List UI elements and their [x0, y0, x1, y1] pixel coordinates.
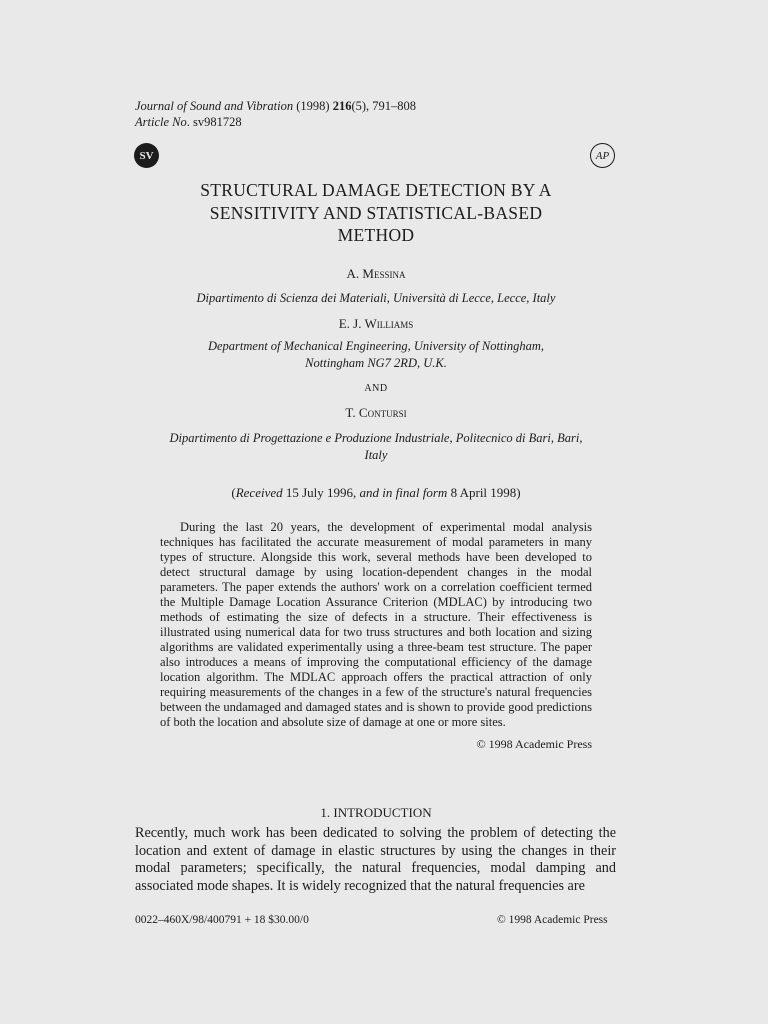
and-separator: AND [364, 383, 388, 394]
final-form-phrase: and in final form [359, 485, 448, 500]
paper-title [120, 179, 632, 247]
journal-issue-pages: (5), 791–808 [351, 99, 417, 113]
abstract-copyright: © 1998 Academic Press [476, 737, 592, 751]
author-affiliation: Nottingham NG7 2RD, U.K. [305, 356, 447, 370]
received-dates [120, 485, 632, 501]
footer-code: 0022–460X/98/400791 + 18 $30.00/0 [135, 914, 309, 926]
journal-year: (1998) [296, 99, 330, 113]
author-name: A. Messina [346, 266, 406, 281]
title-line: SENSITIVITY AND STATISTICAL-BASED [209, 202, 543, 223]
article-number-label: Article No [135, 115, 187, 129]
title-line: STRUCTURAL DAMAGE DETECTION BY A [200, 180, 552, 200]
received-date: 15 July 1996, [282, 485, 360, 500]
journal-volume: 216 [332, 99, 352, 113]
received-word: Received [235, 485, 283, 500]
section-heading: 1. INTRODUCTION [320, 805, 432, 820]
sv-logo-text: SV [139, 149, 154, 162]
title-line: METHOD [337, 225, 415, 245]
footer-copyright: © 1998 Academic Press [497, 914, 608, 926]
article-number: . sv981728 [186, 115, 242, 129]
author-affiliation: Department of Mechanical Engineering, University of Nottingham, [207, 339, 545, 353]
author-affiliation: Dipartimento di Progettazione e Produzione Industriale, Politecnico di Bari, Bari, [169, 431, 583, 445]
author-affiliation: Dipartimento di Scienza dei Materiali, Università di Lecce, Lecce, Italy [196, 291, 556, 305]
abstract: During the last 20 years, the development of experimental modal analysis techniques has facilitated the accurate measurement of modal parameters in many types of structure. Alongside this work, several methods have been developed to detect structural damage by using location-dependent changes in the modal parameters. The paper extends the authors' work on a correlation coefficient termed the Multiple Damage Location Assurance Criterion (MDLAC) by introducing two methods of estimating the size of defects in a structure. Their effectiveness is illustrated using numerical data for two truss structures and both location and sizing algorithms are validated experimentally using a three-beam test structure. The paper also introduces a means of improving the computational efficiency of the damage location algorithm. The MDLAC approach offers the practical attraction of only requiring measurements of the changes in a few of the structure's natural frequencies between the undamaged and damaged states and is shown to provide good predictions of both the location and absolute size of damage at one or more sites. [160, 520, 592, 729]
ap-logo-icon [590, 143, 615, 168]
journal-citation [135, 98, 416, 130]
final-form-date: 8 April 1998) [447, 485, 521, 500]
sv-logo-icon [134, 143, 159, 168]
intro-paragraph: Recently, much work has been dedicated to solving the problem of detecting the location and extent of damage in elastic structures by using the changes in their modal parameters; specifically, the natural frequencies, modal damping and associated mode shapes. It is widely recognized that the natural frequencies are [135, 825, 616, 894]
journal-name: Journal of Sound and Vibration [135, 99, 294, 113]
received-paren: ( [231, 485, 236, 500]
author-name: T. Contursi [345, 405, 407, 420]
ap-logo-text: AP [595, 149, 610, 162]
author-affiliation: Italy [364, 448, 388, 462]
author-name: E. J. Williams [338, 316, 414, 331]
